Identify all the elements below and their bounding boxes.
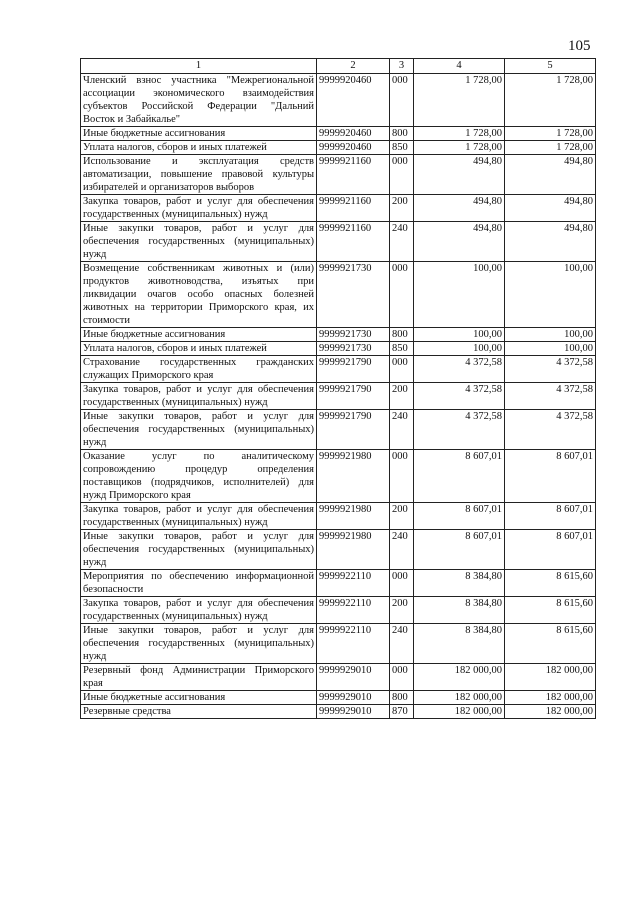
row-value-year1: 8 384,80 xyxy=(414,624,505,664)
row-value-year1: 8 384,80 xyxy=(414,570,505,597)
table-row xyxy=(81,570,596,597)
table-row xyxy=(81,597,596,624)
header-row xyxy=(81,59,596,74)
row-name: Страхование государственных гражданских служащих Приморского края xyxy=(81,356,317,383)
row-name: Закупка товаров, работ и услуг для обеспечения государственных (муниципальных) нужд xyxy=(81,383,317,410)
table-row xyxy=(81,530,596,570)
row-value-year1: 100,00 xyxy=(414,262,505,328)
table-row xyxy=(81,342,596,356)
row-name: Возмещение собственникам животных и (или) продуктов животноводства, изъятых при ликвидации очагов особо опасных болезней животных на территории Приморского края, их стоимости xyxy=(81,262,317,328)
row-name: Закупка товаров, работ и услуг для обеспечения государственных (муниципальных) нужд xyxy=(81,195,317,222)
table-row xyxy=(81,222,596,262)
header-col-3: 3 xyxy=(390,59,414,74)
row-value-year2: 100,00 xyxy=(505,262,596,328)
row-value-year1: 4 372,58 xyxy=(414,383,505,410)
row-code: 9999920460 xyxy=(317,74,390,127)
row-expense-type: 200 xyxy=(390,597,414,624)
row-value-year2: 4 372,58 xyxy=(505,383,596,410)
row-value-year2: 8 615,60 xyxy=(505,624,596,664)
row-name: Уплата налогов, сборов и иных платежей xyxy=(81,342,317,356)
row-expense-type: 240 xyxy=(390,624,414,664)
table-row xyxy=(81,127,596,141)
table-row xyxy=(81,410,596,450)
row-code: 9999921790 xyxy=(317,383,390,410)
header-col-5: 5 xyxy=(505,59,596,74)
row-code: 9999921790 xyxy=(317,410,390,450)
row-code: 9999929010 xyxy=(317,705,390,719)
row-expense-type: 200 xyxy=(390,503,414,530)
row-code: 9999920460 xyxy=(317,141,390,155)
row-expense-type: 240 xyxy=(390,410,414,450)
row-name: Иные бюджетные ассигнования xyxy=(81,127,317,141)
table-row xyxy=(81,383,596,410)
table-row xyxy=(81,356,596,383)
table-row xyxy=(81,691,596,705)
row-value-year2: 1 728,00 xyxy=(505,127,596,141)
table-row xyxy=(81,141,596,155)
row-name: Иные закупки товаров, работ и услуг для обеспечения государственных (муниципальных) нужд xyxy=(81,222,317,262)
row-expense-type: 200 xyxy=(390,195,414,222)
row-name: Мероприятия по обеспечению информационной безопасности xyxy=(81,570,317,597)
row-code: 9999921980 xyxy=(317,450,390,503)
row-value-year1: 8 607,01 xyxy=(414,530,505,570)
row-value-year2: 494,80 xyxy=(505,222,596,262)
header-col-1: 1 xyxy=(81,59,317,74)
row-code: 9999920460 xyxy=(317,127,390,141)
table-row xyxy=(81,328,596,342)
row-value-year1: 1 728,00 xyxy=(414,74,505,127)
table-row xyxy=(81,503,596,530)
row-name: Иные закупки товаров, работ и услуг для обеспечения государственных (муниципальных) нужд xyxy=(81,410,317,450)
row-value-year2: 8 615,60 xyxy=(505,597,596,624)
row-value-year1: 182 000,00 xyxy=(414,691,505,705)
row-value-year2: 100,00 xyxy=(505,328,596,342)
row-expense-type: 800 xyxy=(390,691,414,705)
row-value-year1: 4 372,58 xyxy=(414,410,505,450)
row-code: 9999921730 xyxy=(317,262,390,328)
row-value-year2: 4 372,58 xyxy=(505,410,596,450)
row-name: Резервный фонд Администрации Приморского края xyxy=(81,664,317,691)
row-value-year1: 1 728,00 xyxy=(414,141,505,155)
row-expense-type: 800 xyxy=(390,127,414,141)
table-row xyxy=(81,705,596,719)
page-number: 105 xyxy=(568,38,591,54)
row-value-year2: 8 615,60 xyxy=(505,570,596,597)
table-row xyxy=(81,262,596,328)
row-expense-type: 200 xyxy=(390,383,414,410)
row-expense-type: 870 xyxy=(390,705,414,719)
row-value-year1: 1 728,00 xyxy=(414,127,505,141)
row-code: 9999921160 xyxy=(317,222,390,262)
row-code: 9999921980 xyxy=(317,503,390,530)
row-name: Оказание услуг по аналитическому сопровождению процедур определения поставщиков (подрядчиков, исполнителей) для нужд Приморского края xyxy=(81,450,317,503)
budget-table xyxy=(80,58,596,719)
row-code: 9999922110 xyxy=(317,597,390,624)
row-value-year2: 1 728,00 xyxy=(505,74,596,127)
table-row xyxy=(81,74,596,127)
row-name: Резервные средства xyxy=(81,705,317,719)
row-name: Использование и эксплуатация средств автоматизации, повышение правовой культуры избирателей и организаторов выборов xyxy=(81,155,317,195)
row-value-year2: 100,00 xyxy=(505,342,596,356)
row-value-year2: 8 607,01 xyxy=(505,503,596,530)
row-expense-type: 240 xyxy=(390,222,414,262)
row-expense-type: 850 xyxy=(390,141,414,155)
row-name: Закупка товаров, работ и услуг для обеспечения государственных (муниципальных) нужд xyxy=(81,503,317,530)
row-code: 9999922110 xyxy=(317,570,390,597)
row-value-year1: 4 372,58 xyxy=(414,356,505,383)
row-value-year2: 8 607,01 xyxy=(505,450,596,503)
row-value-year2: 182 000,00 xyxy=(505,664,596,691)
header-col-2: 2 xyxy=(317,59,390,74)
row-expense-type: 000 xyxy=(390,262,414,328)
row-name: Иные бюджетные ассигнования xyxy=(81,691,317,705)
row-code: 9999929010 xyxy=(317,691,390,705)
row-value-year1: 100,00 xyxy=(414,342,505,356)
row-expense-type: 000 xyxy=(390,74,414,127)
row-name: Иные закупки товаров, работ и услуг для обеспечения государственных (муниципальных) нужд xyxy=(81,530,317,570)
row-value-year1: 182 000,00 xyxy=(414,664,505,691)
table-row xyxy=(81,195,596,222)
row-name: Иные закупки товаров, работ и услуг для обеспечения государственных (муниципальных) нужд xyxy=(81,624,317,664)
row-value-year2: 8 607,01 xyxy=(505,530,596,570)
row-code: 9999921160 xyxy=(317,195,390,222)
row-expense-type: 000 xyxy=(390,450,414,503)
row-expense-type: 000 xyxy=(390,155,414,195)
row-expense-type: 240 xyxy=(390,530,414,570)
row-value-year1: 494,80 xyxy=(414,195,505,222)
row-name: Иные бюджетные ассигнования xyxy=(81,328,317,342)
row-name: Закупка товаров, работ и услуг для обеспечения государственных (муниципальных) нужд xyxy=(81,597,317,624)
row-value-year1: 182 000,00 xyxy=(414,705,505,719)
row-code: 9999921790 xyxy=(317,356,390,383)
row-name: Членский взнос участника "Межрегиональной ассоциации экономического взаимодействия субъектов Российской Федерации "Дальний Восток и Забайкалье" xyxy=(81,74,317,127)
row-expense-type: 800 xyxy=(390,328,414,342)
row-expense-type: 000 xyxy=(390,664,414,691)
table-row xyxy=(81,450,596,503)
row-value-year2: 182 000,00 xyxy=(505,705,596,719)
row-name: Уплата налогов, сборов и иных платежей xyxy=(81,141,317,155)
row-value-year2: 494,80 xyxy=(505,155,596,195)
table-row xyxy=(81,624,596,664)
row-value-year2: 1 728,00 xyxy=(505,141,596,155)
row-expense-type: 000 xyxy=(390,356,414,383)
row-value-year2: 494,80 xyxy=(505,195,596,222)
row-value-year2: 182 000,00 xyxy=(505,691,596,705)
row-code: 9999922110 xyxy=(317,624,390,664)
row-value-year1: 8 607,01 xyxy=(414,450,505,503)
row-code: 9999929010 xyxy=(317,664,390,691)
row-value-year2: 4 372,58 xyxy=(505,356,596,383)
row-code: 9999921730 xyxy=(317,342,390,356)
row-value-year1: 100,00 xyxy=(414,328,505,342)
row-code: 9999921980 xyxy=(317,530,390,570)
row-value-year1: 8 384,80 xyxy=(414,597,505,624)
row-value-year1: 494,80 xyxy=(414,222,505,262)
row-expense-type: 000 xyxy=(390,570,414,597)
row-value-year1: 8 607,01 xyxy=(414,503,505,530)
row-code: 9999921730 xyxy=(317,328,390,342)
row-code: 9999921160 xyxy=(317,155,390,195)
table-row xyxy=(81,155,596,195)
header-col-4: 4 xyxy=(414,59,505,74)
row-expense-type: 850 xyxy=(390,342,414,356)
row-value-year1: 494,80 xyxy=(414,155,505,195)
table-row xyxy=(81,664,596,691)
